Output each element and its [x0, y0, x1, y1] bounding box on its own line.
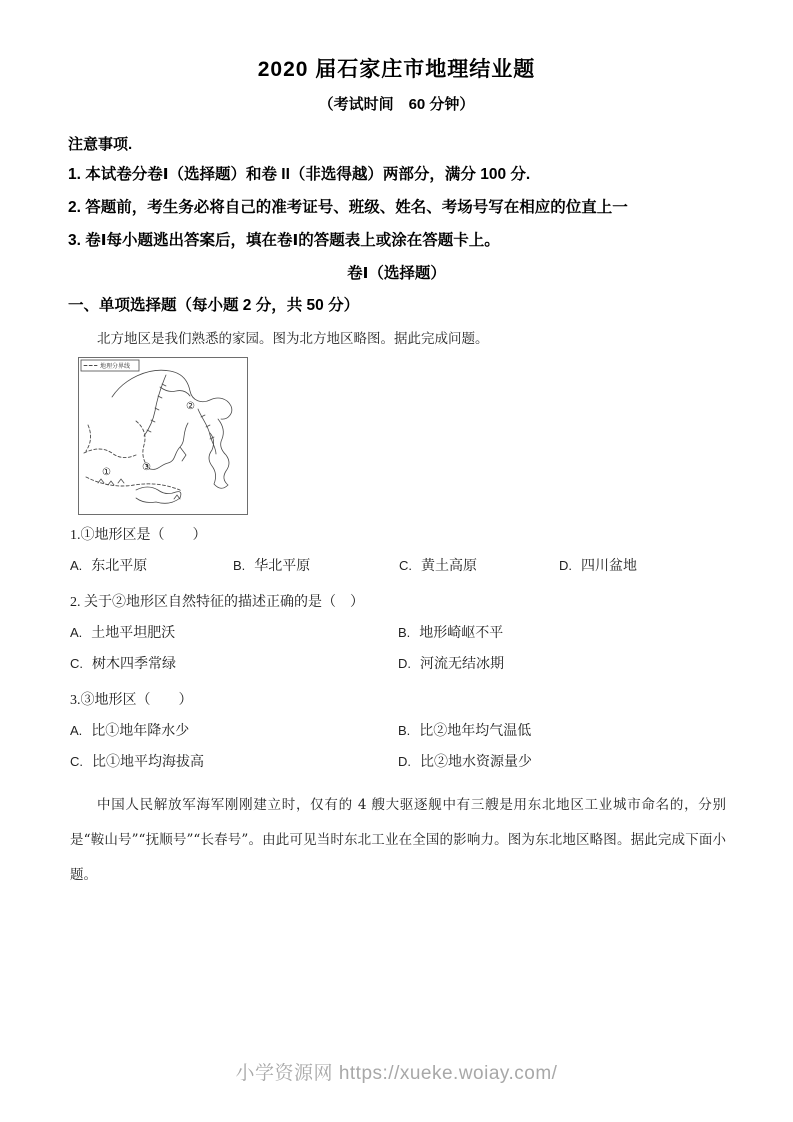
option-label: A.: [70, 558, 83, 573]
question-1-option-a: [70, 551, 233, 582]
map-border: [79, 358, 248, 515]
option-text: 黄土高原: [421, 559, 477, 574]
option-text: 华北平原: [254, 559, 311, 574]
volume-heading: 卷Ⅰ（选择题）: [347, 265, 446, 282]
question-1-option-b: [233, 551, 399, 582]
option-text: 比②地水资源量少: [420, 755, 532, 770]
question-2-option-d: [398, 649, 753, 680]
question-2-option-c: [70, 649, 398, 680]
map-river: [160, 387, 190, 396]
option-label: C.: [399, 558, 412, 573]
map-shandong-peninsula: [136, 487, 181, 503]
north-china-map-figure: [78, 357, 248, 515]
option-text: 东北平原: [91, 559, 148, 574]
site-footer: [0, 1058, 793, 1085]
map-marker-2: ②: [186, 401, 195, 412]
map-legend-label: 地理分界线: [100, 364, 131, 371]
question-1-options: [70, 551, 753, 582]
option-label: D.: [398, 656, 411, 671]
option-text: 比①地年降水少: [91, 724, 190, 739]
exam-duration: （考试时间 60 分钟）: [318, 96, 475, 113]
option-label: B.: [233, 558, 246, 573]
map-north-border: [112, 370, 232, 419]
option-text: 比②地年均气温低: [419, 724, 532, 739]
question-3-options-row-1: [70, 716, 753, 747]
passage-north-intro: 北方地区是我们熟悉的家园。图为北方地区略图。据此完成问题。: [97, 331, 489, 347]
part-heading: 一、单项选择题（每小题 2 分，共 50 分）: [68, 297, 360, 314]
map-boundary-dash-4: [86, 425, 91, 451]
question-3-stem: 3.③地形区（ ）: [70, 693, 193, 708]
option-label: D.: [559, 558, 572, 573]
option-label: B.: [398, 723, 411, 738]
option-text: 河流无结冰期: [420, 657, 504, 672]
question-2-option-a: [70, 618, 398, 649]
footer-site-name: 小学资源网: [235, 1063, 334, 1084]
option-text: 四川盆地: [581, 559, 637, 574]
question-2-option-b: [398, 618, 753, 649]
option-label: A.: [70, 723, 83, 738]
notice-item-1: 1. 本试卷分卷Ⅰ（选择题）和卷 II（非选得越）两部分，满分 100 分.: [68, 166, 531, 183]
footer-site-url[interactable]: https://xueke.woiay.com/: [338, 1063, 558, 1084]
question-2-options-row-1: [70, 618, 753, 649]
question-3-option-b: [398, 716, 753, 747]
question-3-options-row-2: [70, 747, 753, 778]
option-label: B.: [398, 625, 411, 640]
option-label: D.: [398, 754, 411, 769]
question-3-option-a: [70, 716, 398, 747]
question-3-option-c: [70, 747, 398, 778]
option-label: A.: [70, 625, 83, 640]
option-text: 比①地平均海拔高: [92, 755, 204, 770]
option-label: C.: [70, 754, 83, 769]
map-marker-1: ①: [102, 467, 111, 478]
map-boundary-dash-1: [84, 449, 136, 458]
question-1-option-c: [399, 551, 559, 582]
north-china-map-svg: [78, 357, 248, 515]
question-2-stem: 2. 关于②地形区自然特征的描述正确的是（ ）: [70, 595, 364, 610]
notice-heading: 注意事项.: [68, 136, 133, 153]
passage-navy-intro: 中国人民解放军海军刚刚建立时，仅有的 4 艘大驱逐舰中有三艘是用东北地区工业城市命名的，分别是“鞍山号”“抚顺号”“长春号”。由此可见当时东北工业在全国的影响力。图为东北地区略图。据此完成下面小题。: [70, 797, 726, 883]
map-ridge-hatch-west-icon: [147, 384, 166, 432]
option-label: C.: [70, 656, 83, 671]
option-text: 土地平坦肥沃: [91, 626, 176, 641]
option-text: 树木四季常绿: [92, 657, 176, 672]
notice-item-3: 3. 卷Ⅰ每小题逃出答案后，填在卷Ⅰ的答题表上或涂在答题卡上。: [68, 232, 500, 249]
map-korean-peninsula: [209, 419, 229, 488]
map-boundary-dash-3: [86, 477, 182, 491]
question-1-option-d: [559, 551, 753, 582]
page-title: 2020 届石家庄市地理结业题: [257, 58, 536, 81]
question-2-options-row-2: [70, 649, 753, 680]
notice-item-2: 2. 答题前，考生务必将自己的准考证号、班级、姓名、考场号写在相应的位直上一: [68, 199, 628, 216]
question-1-stem: 1.①地形区是（ ）: [70, 528, 207, 543]
map-coastline: [150, 423, 188, 469]
map-marker-3: ③: [142, 462, 151, 473]
option-text: 地形崎岖不平: [419, 626, 504, 641]
question-3-option-d: [398, 747, 753, 778]
